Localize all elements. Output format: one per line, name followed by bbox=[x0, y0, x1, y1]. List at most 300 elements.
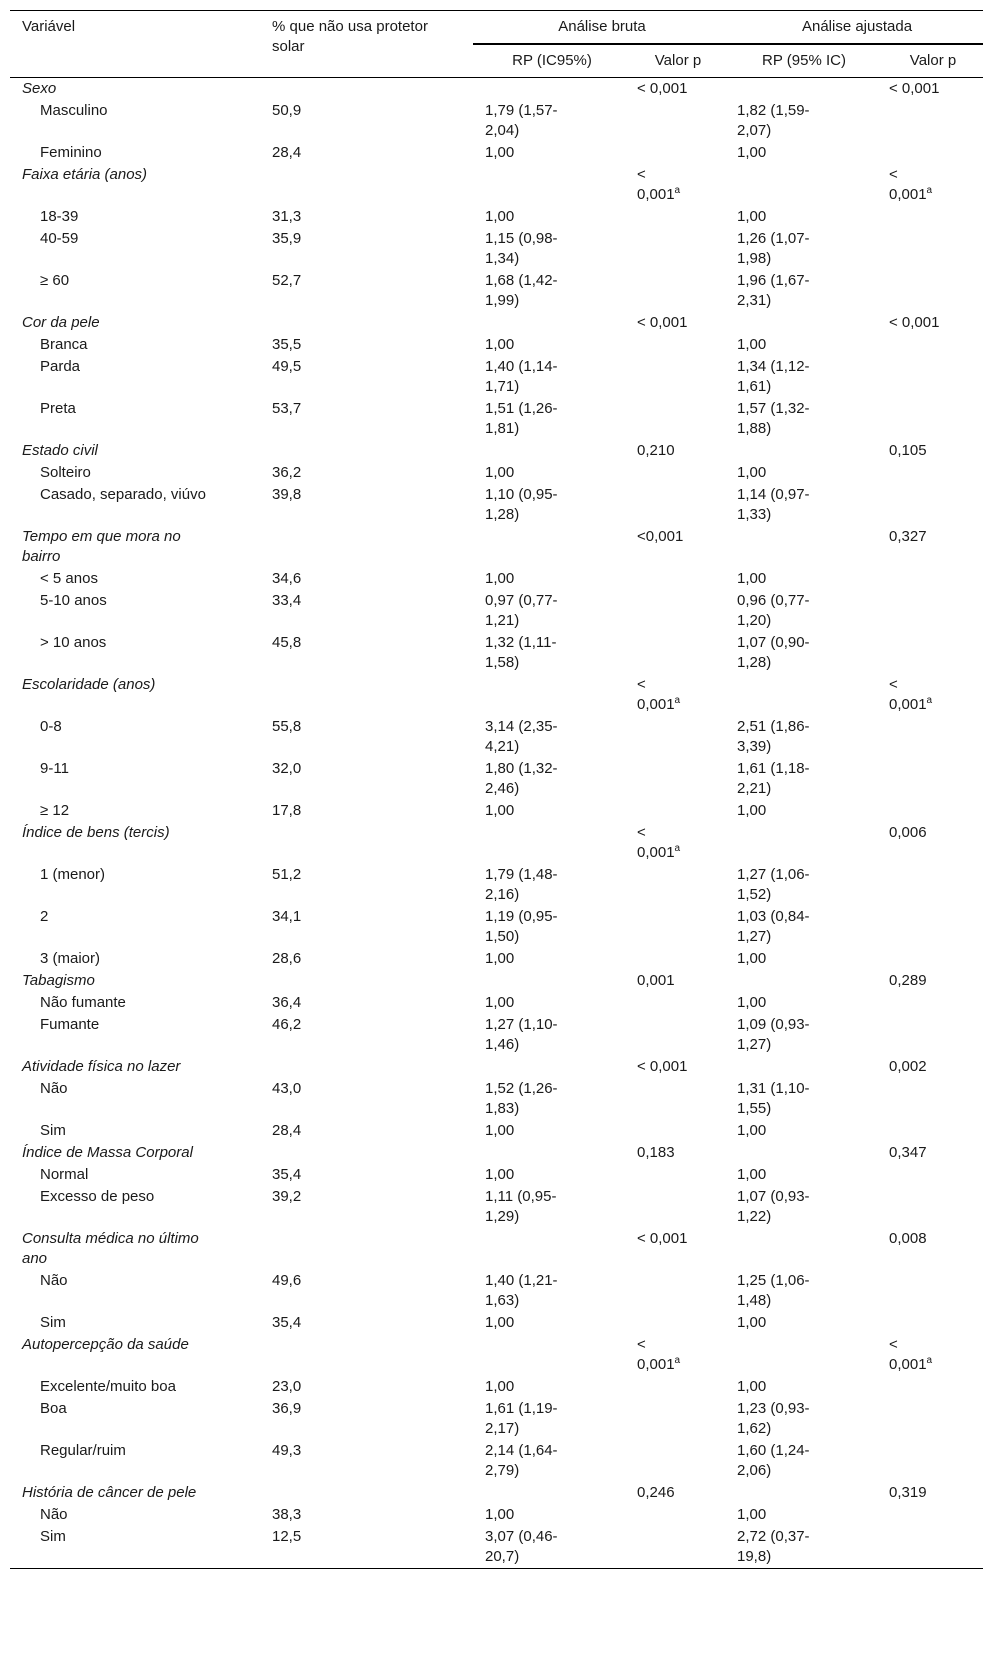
footnote-mark: a bbox=[926, 695, 933, 706]
percent-value: 36,9 bbox=[272, 1400, 302, 1417]
crude-p-cell bbox=[625, 948, 725, 970]
crude-rp-value: 1,61 (1,19-2,17) bbox=[485, 1400, 558, 1437]
table-row bbox=[10, 1504, 983, 1526]
percent-cell bbox=[260, 356, 473, 398]
crude-rp-value: 1,00 bbox=[485, 208, 515, 225]
percent-value: 28,6 bbox=[272, 950, 302, 967]
percent-cell bbox=[260, 1186, 473, 1228]
category-label bbox=[10, 78, 260, 101]
crude-rp-cell bbox=[473, 526, 625, 568]
results-table-container bbox=[10, 10, 983, 1569]
percent-cell bbox=[260, 334, 473, 356]
percent-value: 51,2 bbox=[272, 866, 302, 883]
crude-rp-cell bbox=[473, 270, 625, 312]
crude-rp-value: 3,14 (2,35-4,21) bbox=[485, 718, 558, 755]
adjusted-p-wrap bbox=[889, 442, 927, 459]
crude-p-cell bbox=[625, 78, 725, 101]
adjusted-rp-cell bbox=[725, 1398, 877, 1440]
crude-rp-cell bbox=[473, 462, 625, 484]
category-label bbox=[10, 674, 260, 716]
crude-rp-value: 1,00 bbox=[485, 802, 515, 819]
percent-cell bbox=[260, 1376, 473, 1398]
table-row bbox=[10, 1312, 983, 1334]
crude-p-cell bbox=[625, 1078, 725, 1120]
crude-rp-cell bbox=[473, 440, 625, 462]
adjusted-rp-value: 2,51 (1,86-3,39) bbox=[737, 718, 810, 755]
percent-value: 34,6 bbox=[272, 570, 302, 587]
crude-rp-value: 2,14 (1,64-2,79) bbox=[485, 1442, 558, 1479]
category-row bbox=[10, 526, 983, 568]
adjusted-p-wrap bbox=[889, 824, 927, 841]
crude-p-wrap bbox=[637, 675, 689, 715]
crude-rp-value: 1,00 bbox=[485, 1506, 515, 1523]
adjusted-p-cell bbox=[877, 462, 983, 484]
label-text: Casado, separado, viúvo bbox=[40, 486, 206, 503]
footnote-mark: a bbox=[926, 185, 933, 196]
percent-cell bbox=[260, 758, 473, 800]
percent-value: 50,9 bbox=[272, 102, 302, 119]
level-label bbox=[10, 800, 260, 822]
adjusted-p-value: < 0,001 bbox=[889, 80, 940, 97]
category-label bbox=[10, 1056, 260, 1078]
crude-p-cell bbox=[625, 1482, 725, 1504]
crude-p-wrap bbox=[637, 1144, 675, 1161]
adjusted-rp-value: 1,60 (1,24-2,06) bbox=[737, 1442, 810, 1479]
adjusted-p-cell bbox=[877, 1334, 983, 1376]
crude-rp-cell bbox=[473, 1312, 625, 1334]
table-row bbox=[10, 1440, 983, 1482]
adjusted-rp-cell bbox=[725, 568, 877, 590]
label-text: Índice de Massa Corporal bbox=[22, 1144, 193, 1161]
adjusted-rp-cell bbox=[725, 334, 877, 356]
crude-p-cell bbox=[625, 1504, 725, 1526]
crude-rp-cell bbox=[473, 632, 625, 674]
percent-value: 35,9 bbox=[272, 230, 302, 247]
crude-p-value: 0,001 bbox=[637, 972, 675, 989]
footnote-mark: a bbox=[674, 695, 681, 706]
label-text: Atividade física no lazer bbox=[22, 1058, 181, 1075]
table-row bbox=[10, 568, 983, 590]
adjusted-rp-cell bbox=[725, 1334, 877, 1376]
percent-cell bbox=[260, 1334, 473, 1376]
percent-cell bbox=[260, 632, 473, 674]
adjusted-p-value: 0,319 bbox=[889, 1484, 927, 1501]
crude-p-value: < 0,001 bbox=[637, 166, 675, 203]
percent-cell bbox=[260, 228, 473, 270]
adjusted-rp-cell bbox=[725, 716, 877, 758]
crude-p-cell bbox=[625, 674, 725, 716]
crude-p-cell bbox=[625, 800, 725, 822]
crude-p-cell bbox=[625, 1164, 725, 1186]
crude-p-cell bbox=[625, 1014, 725, 1056]
label-text: 3 (maior) bbox=[40, 950, 101, 967]
percent-cell bbox=[260, 568, 473, 590]
level-label bbox=[10, 206, 260, 228]
table-row bbox=[10, 1164, 983, 1186]
crude-p-cell bbox=[625, 462, 725, 484]
percent-value: 39,2 bbox=[272, 1188, 302, 1205]
crude-rp-cell bbox=[473, 948, 625, 970]
adjusted-p-cell bbox=[877, 758, 983, 800]
adjusted-rp-cell bbox=[725, 1440, 877, 1482]
adjusted-p-value: < 0,001 bbox=[889, 166, 927, 203]
adjusted-rp-cell bbox=[725, 142, 877, 164]
adjusted-rp-value: 1,23 (0,93-1,62) bbox=[737, 1400, 810, 1437]
header-crude-analysis: Análise bruta bbox=[473, 11, 725, 45]
adjusted-p-wrap bbox=[889, 314, 939, 331]
table-row bbox=[10, 590, 983, 632]
label-text: 5-10 anos bbox=[40, 592, 107, 609]
crude-rp-value: 1,00 bbox=[485, 994, 515, 1011]
header-adjusted-p: Valor p bbox=[909, 52, 957, 69]
label-text: Branca bbox=[40, 336, 88, 353]
results-table bbox=[10, 10, 983, 1569]
crude-p-value: < 0,001 bbox=[637, 80, 688, 97]
adjusted-p-cell bbox=[877, 800, 983, 822]
adjusted-p-cell bbox=[877, 948, 983, 970]
adjusted-p-cell bbox=[877, 1312, 983, 1334]
adjusted-p-cell bbox=[877, 356, 983, 398]
crude-p-cell bbox=[625, 398, 725, 440]
table-row bbox=[10, 270, 983, 312]
crude-rp-cell bbox=[473, 970, 625, 992]
adjusted-rp-value: 1,61 (1,18-2,21) bbox=[737, 760, 810, 797]
crude-p-value: 0,210 bbox=[637, 442, 675, 459]
adjusted-rp-value: 1,00 bbox=[737, 570, 767, 587]
percent-value: 49,3 bbox=[272, 1442, 302, 1459]
adjusted-rp-value: 1,00 bbox=[737, 464, 767, 481]
level-label bbox=[10, 992, 260, 1014]
category-row bbox=[10, 1142, 983, 1164]
percent-value: 33,4 bbox=[272, 592, 302, 609]
crude-rp-cell bbox=[473, 78, 625, 101]
adjusted-rp-cell bbox=[725, 78, 877, 101]
percent-cell bbox=[260, 1482, 473, 1504]
crude-rp-value: 1,00 bbox=[485, 1122, 515, 1139]
adjusted-p-cell bbox=[877, 1504, 983, 1526]
adjusted-rp-value: 1,00 bbox=[737, 1314, 767, 1331]
percent-value: 28,4 bbox=[272, 1122, 302, 1139]
adjusted-p-cell bbox=[877, 78, 983, 101]
adjusted-p-wrap bbox=[889, 528, 927, 545]
crude-rp-value: 0,97 (0,77-1,21) bbox=[485, 592, 558, 629]
adjusted-p-cell bbox=[877, 1078, 983, 1120]
label-text: 2 bbox=[40, 908, 49, 925]
category-row bbox=[10, 1228, 983, 1270]
crude-p-cell bbox=[625, 970, 725, 992]
adjusted-rp-cell bbox=[725, 1078, 877, 1120]
label-text: Sim bbox=[40, 1528, 66, 1545]
crude-p-cell bbox=[625, 1526, 725, 1569]
label-text: Consulta médica no último ano bbox=[22, 1230, 199, 1267]
crude-rp-cell bbox=[473, 1120, 625, 1142]
category-row bbox=[10, 164, 983, 206]
adjusted-rp-cell bbox=[725, 948, 877, 970]
table-row bbox=[10, 948, 983, 970]
percent-value: 55,8 bbox=[272, 718, 302, 735]
label-text: Solteiro bbox=[40, 464, 91, 481]
crude-p-cell bbox=[625, 1186, 725, 1228]
percent-value: 52,7 bbox=[272, 272, 302, 289]
percent-cell bbox=[260, 970, 473, 992]
crude-p-wrap bbox=[637, 1335, 689, 1375]
percent-cell bbox=[260, 1398, 473, 1440]
crude-rp-value: 1,80 (1,32-2,46) bbox=[485, 760, 558, 797]
level-label bbox=[10, 484, 260, 526]
category-row bbox=[10, 822, 983, 864]
crude-rp-cell bbox=[473, 758, 625, 800]
crude-p-cell bbox=[625, 228, 725, 270]
adjusted-rp-cell bbox=[725, 1312, 877, 1334]
table-row bbox=[10, 864, 983, 906]
percent-cell bbox=[260, 1228, 473, 1270]
crude-p-wrap bbox=[637, 1058, 687, 1075]
category-row bbox=[10, 440, 983, 462]
crude-rp-cell bbox=[473, 142, 625, 164]
category-row bbox=[10, 1482, 983, 1504]
header-crude-p: Valor p bbox=[654, 52, 702, 69]
adjusted-rp-value: 1,82 (1,59-2,07) bbox=[737, 102, 810, 139]
adjusted-rp-cell bbox=[725, 970, 877, 992]
table-row bbox=[10, 142, 983, 164]
crude-rp-cell bbox=[473, 992, 625, 1014]
crude-p-cell bbox=[625, 526, 725, 568]
adjusted-p-cell bbox=[877, 312, 983, 334]
percent-value: 31,3 bbox=[272, 208, 302, 225]
adjusted-rp-cell bbox=[725, 270, 877, 312]
adjusted-rp-cell bbox=[725, 1270, 877, 1312]
percent-cell bbox=[260, 440, 473, 462]
footnote-mark: a bbox=[674, 1355, 681, 1366]
adjusted-rp-value: 1,00 bbox=[737, 1166, 767, 1183]
adjusted-rp-cell bbox=[725, 632, 877, 674]
crude-rp-cell bbox=[473, 1270, 625, 1312]
table-row bbox=[10, 1376, 983, 1398]
category-label bbox=[10, 1228, 260, 1270]
adjusted-p-cell bbox=[877, 590, 983, 632]
percent-cell bbox=[260, 484, 473, 526]
adjusted-p-value: < 0,001 bbox=[889, 1336, 927, 1373]
adjusted-p-cell bbox=[877, 526, 983, 568]
adjusted-rp-cell bbox=[725, 1142, 877, 1164]
crude-rp-value: 1,00 bbox=[485, 1314, 515, 1331]
adjusted-rp-cell bbox=[725, 1526, 877, 1569]
crude-p-cell bbox=[625, 1142, 725, 1164]
percent-value: 12,5 bbox=[272, 1528, 302, 1545]
category-label bbox=[10, 970, 260, 992]
adjusted-p-cell bbox=[877, 1440, 983, 1482]
category-row bbox=[10, 674, 983, 716]
level-label bbox=[10, 864, 260, 906]
level-label bbox=[10, 1164, 260, 1186]
crude-rp-cell bbox=[473, 356, 625, 398]
crude-p-cell bbox=[625, 1334, 725, 1376]
crude-p-cell bbox=[625, 716, 725, 758]
adjusted-rp-cell bbox=[725, 590, 877, 632]
percent-cell bbox=[260, 822, 473, 864]
level-label bbox=[10, 1078, 260, 1120]
crude-p-wrap bbox=[637, 314, 687, 331]
table-row bbox=[10, 716, 983, 758]
adjusted-rp-cell bbox=[725, 758, 877, 800]
category-label bbox=[10, 1334, 260, 1376]
crude-p-cell bbox=[625, 906, 725, 948]
percent-value: 43,0 bbox=[272, 1080, 302, 1097]
label-text: 0-8 bbox=[40, 718, 62, 735]
crude-p-cell bbox=[625, 864, 725, 906]
percent-cell bbox=[260, 1078, 473, 1120]
crude-rp-value: 1,79 (1,57-2,04) bbox=[485, 102, 558, 139]
adjusted-rp-cell bbox=[725, 1014, 877, 1056]
percent-cell bbox=[260, 164, 473, 206]
label-text: Excesso de peso bbox=[40, 1188, 155, 1205]
adjusted-rp-cell bbox=[725, 1482, 877, 1504]
crude-p-value: < 0,001 bbox=[637, 314, 688, 331]
table-row bbox=[10, 228, 983, 270]
percent-cell bbox=[260, 1056, 473, 1078]
label-text: Estado civil bbox=[22, 442, 98, 459]
adjusted-rp-cell bbox=[725, 228, 877, 270]
label-text: Boa bbox=[40, 1400, 67, 1417]
adjusted-rp-cell bbox=[725, 312, 877, 334]
adjusted-rp-value: 1,34 (1,12-1,61) bbox=[737, 358, 810, 395]
adjusted-p-value: 0,289 bbox=[889, 972, 927, 989]
percent-cell bbox=[260, 526, 473, 568]
header-percent: % que não usa protetor solar bbox=[260, 11, 473, 78]
level-label bbox=[10, 1504, 260, 1526]
adjusted-rp-value: 0,96 (0,77-1,20) bbox=[737, 592, 810, 629]
adjusted-rp-cell bbox=[725, 1056, 877, 1078]
crude-p-wrap bbox=[637, 823, 689, 863]
label-text: Não bbox=[40, 1080, 68, 1097]
adjusted-p-cell bbox=[877, 398, 983, 440]
adjusted-rp-cell bbox=[725, 992, 877, 1014]
adjusted-rp-value: 2,72 (0,37-19,8) bbox=[737, 1528, 810, 1565]
percent-value: 35,4 bbox=[272, 1166, 302, 1183]
category-label bbox=[10, 1482, 260, 1504]
adjusted-p-cell bbox=[877, 1164, 983, 1186]
crude-p-wrap bbox=[637, 80, 687, 97]
crude-rp-cell bbox=[473, 484, 625, 526]
percent-cell bbox=[260, 1526, 473, 1569]
adjusted-p-cell bbox=[877, 270, 983, 312]
table-row bbox=[10, 334, 983, 356]
percent-value: 38,3 bbox=[272, 1506, 302, 1523]
crude-p-wrap bbox=[637, 1230, 687, 1247]
adjusted-rp-value: 1,00 bbox=[737, 802, 767, 819]
adjusted-rp-cell bbox=[725, 1120, 877, 1142]
adjusted-p-cell bbox=[877, 568, 983, 590]
adjusted-p-cell bbox=[877, 1270, 983, 1312]
crude-p-cell bbox=[625, 1312, 725, 1334]
crude-rp-value: 1,00 bbox=[485, 144, 515, 161]
crude-rp-cell bbox=[473, 590, 625, 632]
adjusted-rp-value: 1,27 (1,06-1,52) bbox=[737, 866, 810, 903]
crude-p-cell bbox=[625, 590, 725, 632]
level-label bbox=[10, 334, 260, 356]
crude-rp-value: 1,27 (1,10-1,46) bbox=[485, 1016, 558, 1053]
adjusted-rp-value: 1,25 (1,06-1,48) bbox=[737, 1272, 810, 1309]
label-text: ≥ 12 bbox=[40, 802, 70, 819]
label-text: ≥ 60 bbox=[40, 272, 70, 289]
crude-p-cell bbox=[625, 1398, 725, 1440]
adjusted-rp-cell bbox=[725, 440, 877, 462]
crude-rp-value: 1,32 (1,11-1,58) bbox=[485, 634, 557, 671]
percent-value: 32,0 bbox=[272, 760, 302, 777]
crude-p-value: < 0,001 bbox=[637, 824, 675, 861]
crude-rp-cell bbox=[473, 100, 625, 142]
crude-rp-cell bbox=[473, 206, 625, 228]
percent-cell bbox=[260, 906, 473, 948]
table-row bbox=[10, 992, 983, 1014]
table-row bbox=[10, 1270, 983, 1312]
crude-rp-value: 1,40 (1,21-1,63) bbox=[485, 1272, 558, 1309]
adjusted-p-cell bbox=[877, 1398, 983, 1440]
adjusted-p-wrap bbox=[889, 1230, 927, 1247]
crude-rp-cell bbox=[473, 1078, 625, 1120]
crude-rp-value: 1,68 (1,42-1,99) bbox=[485, 272, 558, 309]
level-label bbox=[10, 758, 260, 800]
crude-rp-value: 1,11 (0,95-1,29) bbox=[485, 1188, 557, 1225]
label-text: Não bbox=[40, 1272, 68, 1289]
percent-value: 49,6 bbox=[272, 1272, 302, 1289]
adjusted-p-cell bbox=[877, 906, 983, 948]
crude-rp-cell bbox=[473, 1334, 625, 1376]
percent-cell bbox=[260, 590, 473, 632]
percent-cell bbox=[260, 1014, 473, 1056]
percent-cell bbox=[260, 78, 473, 101]
adjusted-rp-value: 1,00 bbox=[737, 950, 767, 967]
category-row bbox=[10, 78, 983, 101]
adjusted-rp-cell bbox=[725, 800, 877, 822]
percent-cell bbox=[260, 312, 473, 334]
crude-p-cell bbox=[625, 568, 725, 590]
crude-p-cell bbox=[625, 1440, 725, 1482]
crude-p-cell bbox=[625, 270, 725, 312]
level-label bbox=[10, 1526, 260, 1569]
level-label bbox=[10, 462, 260, 484]
crude-p-cell bbox=[625, 142, 725, 164]
adjusted-p-cell bbox=[877, 1056, 983, 1078]
level-label bbox=[10, 1312, 260, 1334]
adjusted-rp-value: 1,00 bbox=[737, 336, 767, 353]
crude-rp-cell bbox=[473, 334, 625, 356]
label-text: Parda bbox=[40, 358, 81, 375]
crude-p-value: < 0,001 bbox=[637, 1058, 688, 1075]
percent-value: 34,1 bbox=[272, 908, 302, 925]
crude-rp-value: 1,00 bbox=[485, 464, 515, 481]
crude-p-cell bbox=[625, 356, 725, 398]
crude-rp-value: 1,52 (1,26-1,83) bbox=[485, 1080, 558, 1117]
category-row bbox=[10, 1334, 983, 1376]
adjusted-p-wrap bbox=[889, 165, 941, 205]
adjusted-p-wrap bbox=[889, 675, 941, 715]
crude-rp-value: 3,07 (0,46-20,7) bbox=[485, 1528, 558, 1565]
percent-cell bbox=[260, 1270, 473, 1312]
header-adjusted-analysis: Análise ajustada bbox=[725, 11, 983, 45]
level-label bbox=[10, 948, 260, 970]
percent-value: 28,4 bbox=[272, 144, 302, 161]
adjusted-p-value: 0,006 bbox=[889, 824, 927, 841]
adjusted-rp-value: 1,09 (0,93-1,27) bbox=[737, 1016, 810, 1053]
adjusted-p-wrap bbox=[889, 1058, 927, 1075]
label-text: História de câncer de pele bbox=[22, 1484, 197, 1501]
adjusted-rp-cell bbox=[725, 462, 877, 484]
level-label bbox=[10, 1120, 260, 1142]
percent-cell bbox=[260, 864, 473, 906]
crude-p-cell bbox=[625, 484, 725, 526]
crude-rp-cell bbox=[473, 716, 625, 758]
